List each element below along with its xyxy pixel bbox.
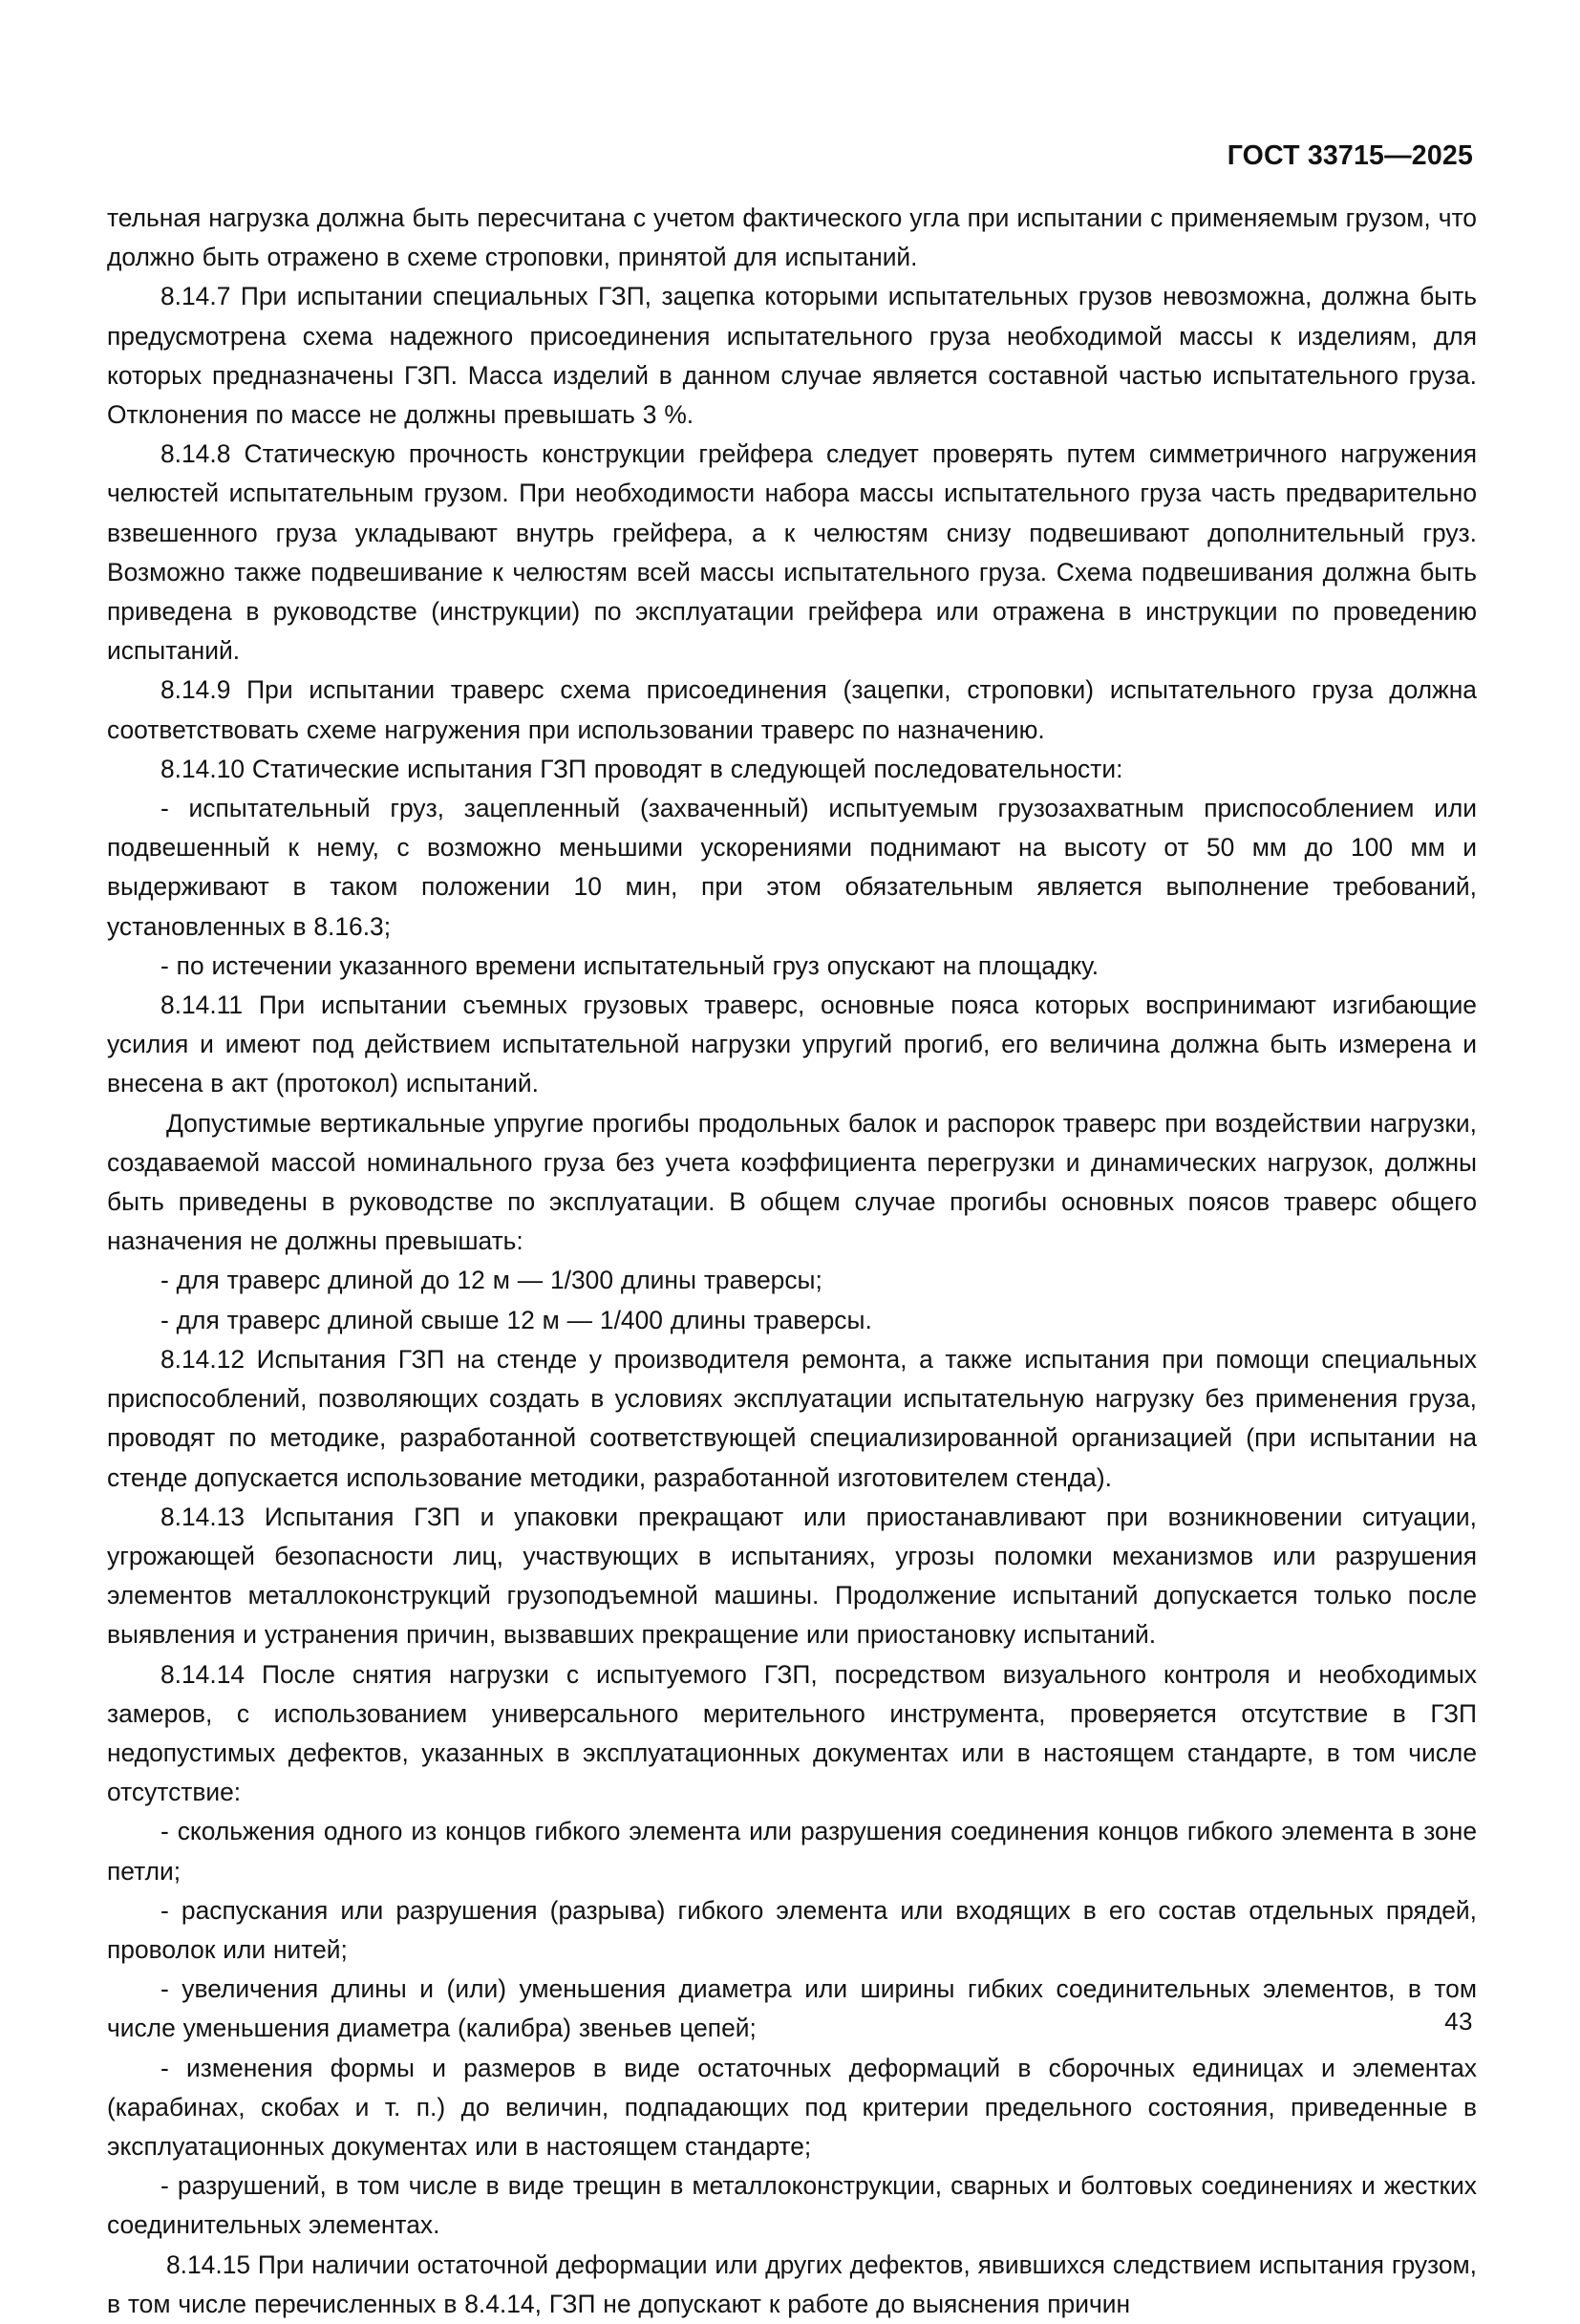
list-item-8-14-14-3: - увеличения длины и (или) уменьшения диаметра или ширины гибких соединительных элементов, в том числе уменьшения диаметра (калибра) звеньев цепей; [107, 1974, 1477, 2043]
list-item-8-14-14-5: - разрушений, в том числе в виде трещин в металлоконструкции, сварных и болтовых соединениях и жестких соединительных элементах. [107, 2171, 1477, 2240]
list-item-8-14-11-1: - для траверс длиной до 12 м — 1/300 длины траверсы; [160, 1266, 822, 1295]
paragraph-clause-8-14-11-note: Допустимые вертикальные упругие прогибы продольных балок и распорок траверс при воздействии нагрузки, создаваемой массой номинального груза без учета коэффициента перегрузки и динамических нагрузок, должны быть приведены в руководстве по эксплуатации. В общем случае прогибы основных поясов траверс общего назначения не должны превышать: [107, 1108, 1477, 1256]
standard-number: ГОСТ 33715—2025 [1227, 140, 1473, 171]
paragraph-clause-8-14-15: 8.14.15 При наличии остаточной деформации или других дефектов, явившихся следствием испытания грузом, в том числе перечисленных в 8.4.14, ГЗП не допускают к работе до выяснения причин [107, 2249, 1477, 2318]
paragraph-continuation-8-14-6: тельная нагрузка должна быть пересчитана с учетом фактического угла при испытании с применяемым грузом, что должно быть отражено в схеме строповки, принятой для испытаний. [107, 203, 1477, 272]
page-number: 43 [1444, 2007, 1473, 2036]
running-header [107, 139, 1473, 172]
list-item-8-14-10-1: - испытательный груз, зацепленный (захваченный) испытуемым грузозахватным приспособлением или подвешенный к нему, с возможно меньшими ускорениями поднимают на высоту от 50 мм до 100 мм и выдерживают в таком положении 10 мин, при этом обязательным является выполнение требований, установленных в 8.16.3; [107, 794, 1477, 941]
paragraph-clause-8-14-8: 8.14.8 Статическую прочность конструкции грейфера следует проверять путем симметричного нагружения челюстей испытательным грузом. При необходимости набора массы испытательного груза часть предварительно взвешенного груза укладывают внутрь грейфера, а к челюстям снизу подвешивают дополнительный груз. Возможно также подвешивание к челюстям всей массы испытательного груза. Схема подвешивания должна быть приведена в руководстве (инструкции) по эксплуатации грейфера или отражена в инструкции по проведению испытаний. [107, 439, 1477, 666]
list-item-8-14-14-1: - скольжения одного из концов гибкого элемента или разрушения соединения концов гибкого элемента в зоне петли; [107, 1817, 1477, 1886]
paragraph-clause-8-14-11: 8.14.11 При испытании съемных грузовых траверс, основные пояса которых воспринимают изгибающие усилия и имеют под действием испытательной нагрузки упругий прогиб, его величина должна быть измерена и внесена в акт (протокол) испытаний. [107, 991, 1477, 1098]
list-item-8-14-14-2: - распускания или разрушения (разрыва) гибкого элемента или входящих в его состав отдельных прядей, проволок или нитей; [107, 1895, 1477, 1964]
list-item-8-14-14-4: - изменения формы и размеров в виде остаточных деформаций в сборочных единицах и элементах (карабинах, скобах и т. п.) до величин, подпадающих под критерии предельного состояния, приведенные в эксплуатационных документах или в настоящем стандарте; [107, 2053, 1477, 2161]
paragraph-clause-8-14-14: 8.14.14 После снятия нагрузки с испытуемого ГЗП, посредством визуального контроля и необходимых замеров, с использованием универсального мерительного инструмента, проверяется отсутствие в ГЗП недопустимых дефектов, указанных в эксплуатационных документах или в настоящем стандарте, в том числе отсутствие: [107, 1659, 1477, 1807]
paragraph-clause-8-14-12: 8.14.12 Испытания ГЗП на стенде у производителя ремонта, а также испытания при помощи специальных приспособлений, позволяющих создать в условиях эксплуатации испытательную нагрузку без применения груза, проводят по методике, разработанной соответствующей специализированной организацией (при испытании на стенде допускается использование методики, разработанной изготовителем стенда). [107, 1344, 1477, 1492]
paragraph-clause-8-14-13: 8.14.13 Испытания ГЗП и упаковки прекращают или приостанавливают при возникновении ситуации, угрожающей безопасности лиц, участвующих в испытаниях, угрозы поломки механизмов или разрушения элементов металлоконструкций грузоподъемной машины. Продолжение испытаний допускается только после выявления и устранения причин, вызвавших прекращение или приостановку испытаний. [107, 1502, 1477, 1650]
paragraph-clause-8-14-9: 8.14.9 При испытании траверс схема присоединения (зацепки, строповки) испытательного груза должна соответствовать схеме нагружения при использовании траверс по назначению. [107, 675, 1477, 744]
paragraph-clause-8-14-10: 8.14.10 Статические испытания ГЗП проводят в следующей последовательности: [160, 754, 1123, 783]
paragraph-clause-8-14-7: 8.14.7 При испытании специальных ГЗП, зацепка которыми испытательных грузов невозможна, должна быть предусмотрена схема надежного присоединения испытательного груза необходимой массы к изделиям, для которых предназначены ГЗП. Масса изделий в данном случае является составной частью испытательного груза. Отклонения по массе не должны превышать 3 %. [107, 282, 1477, 430]
list-item-8-14-11-2: - для траверс длиной свыше 12 м — 1/400 длины траверсы. [160, 1305, 872, 1334]
page-footer [107, 2002, 1473, 2040]
list-item-8-14-10-2: - по истечении указанного времени испытательный груз опускают на площадку. [160, 950, 1100, 980]
